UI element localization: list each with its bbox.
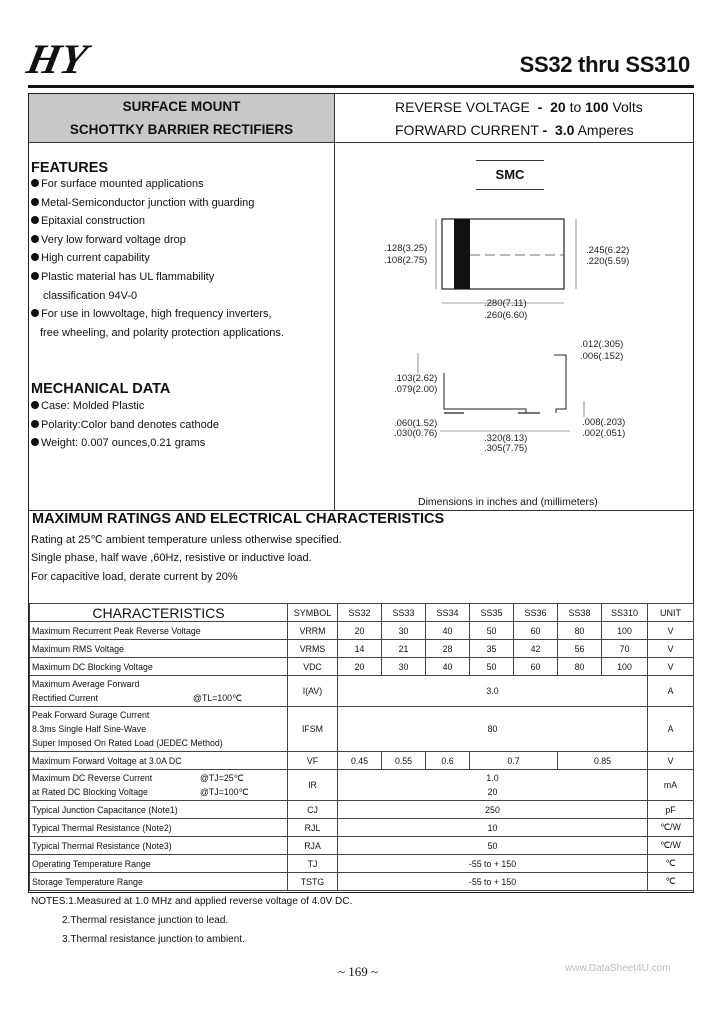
table-header-row	[30, 604, 694, 622]
row-label: Maximum DC Reverse Current @TJ=25℃ at Rated DC Blocking Voltage @TJ=100℃	[30, 770, 288, 801]
row-symbol: VRRM	[288, 622, 338, 640]
cell-value: 28	[426, 640, 470, 658]
ratings-title: MAXIMUM RATINGS AND ELECTRICAL CHARACTERISTICS	[32, 511, 445, 527]
dim-label: .006(.152)	[580, 351, 624, 362]
row-symbol: TJ	[288, 855, 338, 873]
cell-value: 56	[558, 640, 602, 658]
row-symbol: VRMS	[288, 640, 338, 658]
cell-value: 10	[338, 819, 648, 837]
cell-value: 50	[470, 658, 514, 676]
bullet-icon	[31, 272, 39, 280]
column-header: SS38	[558, 604, 602, 622]
row-label: Typical Thermal Resistance (Note2)	[30, 819, 288, 837]
table-row	[30, 676, 694, 707]
row-symbol: CJ	[288, 801, 338, 819]
feature-item-continued: free wheeling, and polarity protection applications.	[40, 326, 284, 339]
row-label: Maximum RMS Voltage	[30, 640, 288, 658]
cell-value: 80	[338, 707, 648, 752]
cell-value: 21	[382, 640, 426, 658]
features-list	[31, 175, 331, 342]
cell-value: 0.85	[558, 752, 648, 770]
row-label: Maximum DC Blocking Voltage	[30, 658, 288, 676]
feature-item: For use in lowvoltage, high frequency inverters,	[31, 305, 331, 324]
table-row	[30, 837, 694, 855]
feature-item-continued: classification 94V-0	[43, 289, 138, 302]
dimensions-note: Dimensions in inches and (millimeters)	[418, 496, 598, 508]
row-symbol: I(AV)	[288, 676, 338, 707]
features-title: FEATURES	[31, 160, 109, 176]
package-outline-drawing	[336, 195, 692, 495]
row-symbol: RJA	[288, 837, 338, 855]
column-header: CHARACTERISTICS	[30, 604, 288, 622]
table-row	[30, 707, 694, 752]
row-label: Operating Temperature Range	[30, 855, 288, 873]
dim-label: .030(0.76)	[394, 428, 438, 439]
dim-label: .008(.203)	[582, 417, 626, 428]
cell-value: 40	[426, 622, 470, 640]
column-header: SS33	[382, 604, 426, 622]
row-label: Typical Thermal Resistance (Note3)	[30, 837, 288, 855]
table-row	[30, 801, 694, 819]
dim-label: .103(2.62)	[394, 373, 438, 384]
row-unit: ℃/W	[648, 819, 694, 837]
bullet-icon	[31, 253, 39, 261]
cell-value: 0.7	[470, 752, 558, 770]
bullet-icon	[31, 216, 39, 224]
note-line: 2.Thermal resistance junction to lead.	[62, 915, 229, 926]
cell-value: 70	[602, 640, 648, 658]
document-title: SS32 thru SS310	[519, 52, 690, 77]
dim-label: .305(7.75)	[484, 443, 528, 454]
mechanical-item: Weight: 0.007 ounces,0.21 grams	[31, 434, 331, 453]
row-symbol: VF	[288, 752, 338, 770]
table-row	[30, 658, 694, 676]
package-side-view	[554, 355, 566, 413]
cell-value: -55 to + 150	[338, 873, 648, 891]
row-label: Storage Temperature Range	[30, 873, 288, 891]
column-header: UNIT	[648, 604, 694, 622]
package-label: SMC	[476, 160, 544, 190]
dim-label: .245(6.22)	[586, 245, 630, 256]
row-symbol: VDC	[288, 658, 338, 676]
cell-value: 0.55	[382, 752, 426, 770]
row-label: Maximum Recurrent Peak Reverse Voltage	[30, 622, 288, 640]
column-header: SYMBOL	[288, 604, 338, 622]
cell-value: 14	[338, 640, 382, 658]
cell-value: 30	[382, 622, 426, 640]
banner-divider	[29, 142, 693, 143]
row-unit: ℃/W	[648, 837, 694, 855]
cell-value: 50	[338, 837, 648, 855]
package-side-view	[444, 373, 526, 413]
dim-label: .002(.051)	[582, 428, 626, 439]
cell-value: 40	[426, 658, 470, 676]
table-row	[30, 770, 694, 801]
cell-value: 80	[558, 622, 602, 640]
row-unit: ℃	[648, 873, 694, 891]
table-row	[30, 855, 694, 873]
column-header: SS36	[514, 604, 558, 622]
rating-condition: For capacitive load, derate current by 20%	[31, 571, 238, 583]
row-unit: V	[648, 640, 694, 658]
feature-item: Metal-Semiconductor junction with guarding	[31, 194, 331, 213]
dim-label: .220(5.59)	[586, 256, 630, 267]
note-line: NOTES:1.Measured at 1.0 MHz and applied reverse voltage of 4.0V DC.	[31, 896, 353, 907]
dim-label: .108(2.75)	[384, 255, 428, 266]
cell-value: 30	[382, 658, 426, 676]
bullet-icon	[31, 438, 39, 446]
cathode-band	[454, 219, 470, 289]
cell-value: 60	[514, 658, 558, 676]
feature-item: For surface mounted applications	[31, 175, 331, 194]
page-number: ~ 169 ~	[338, 964, 379, 979]
mechanical-item: Polarity:Color band denotes cathode	[31, 416, 331, 435]
row-unit: V	[648, 658, 694, 676]
feature-item: Very low forward voltage drop	[31, 231, 331, 250]
cell-value: 0.6	[426, 752, 470, 770]
product-type-banner	[29, 94, 334, 142]
table-row	[30, 752, 694, 770]
mechanical-title: MECHANICAL DATA	[31, 381, 171, 397]
dim-label: .079(2.00)	[394, 384, 438, 395]
cell-value: 60	[514, 622, 558, 640]
dim-label: .280(7.11)	[484, 298, 527, 309]
cell-value: 100	[602, 622, 648, 640]
ratings-banner	[395, 96, 643, 142]
table-row	[30, 622, 694, 640]
forward-current-line: FORWARD CURRENT - 3.0 Amperes	[395, 122, 634, 138]
bullet-icon	[31, 179, 39, 187]
dim-label: .012(.305)	[580, 339, 624, 350]
mechanical-item: Case: Molded Plastic	[31, 397, 331, 416]
cell-value: 35	[470, 640, 514, 658]
row-unit: pF	[648, 801, 694, 819]
characteristics-table	[29, 603, 694, 891]
watermark: www.DataSheet4U.com	[565, 963, 671, 974]
row-symbol: TSTG	[288, 873, 338, 891]
dim-label: .260(6.60)	[484, 310, 528, 321]
feature-item: Plastic material has UL flammability	[31, 268, 331, 287]
row-symbol: RJL	[288, 819, 338, 837]
bullet-icon	[31, 420, 39, 428]
brand-logo	[22, 36, 160, 83]
cell-value: 80	[558, 658, 602, 676]
reverse-voltage-line: REVERSE VOLTAGE - 20 to 100 Volts	[395, 99, 643, 115]
row-label: Peak Forward Surage Current 8.3ms Single Half Sine-Wave Super Imposed On Rated Load (JEDEC Method)	[30, 707, 288, 752]
bullet-icon	[31, 309, 39, 317]
row-label: Maximum Average Forward Rectified Current @TL=100℃	[30, 676, 288, 707]
logo-text: HY	[22, 36, 92, 83]
cell-value: -55 to + 150	[338, 855, 648, 873]
column-divider	[334, 94, 335, 510]
column-header: SS35	[470, 604, 514, 622]
mechanical-list	[31, 397, 331, 453]
row-unit: V	[648, 752, 694, 770]
row-unit: mA	[648, 770, 694, 801]
banner-line-2: SCHOTTKY BARRIER RECTIFIERS	[69, 122, 294, 137]
row-unit: A	[648, 676, 694, 707]
row-unit: V	[648, 622, 694, 640]
row-label: Typical Junction Capacitance (Note1)	[30, 801, 288, 819]
column-header: SS310	[602, 604, 648, 622]
row-unit: A	[648, 707, 694, 752]
table-row	[30, 640, 694, 658]
dim-label: .128(3.25)	[384, 243, 428, 254]
row-unit: ℃	[648, 855, 694, 873]
note-line: 3.Thermal resistance junction to ambient.	[62, 934, 245, 945]
bullet-icon	[31, 198, 39, 206]
bullet-icon	[31, 401, 39, 409]
cell-value: 42	[514, 640, 558, 658]
column-header: SS34	[426, 604, 470, 622]
table-row	[30, 819, 694, 837]
dim-label: .320(8.13)	[484, 433, 528, 444]
row-label: Maximum Forward Voltage at 3.0A DC	[30, 752, 288, 770]
dim-label: .060(1.52)	[394, 418, 438, 429]
cell-value: 1.0 20	[338, 770, 648, 801]
cell-value: 3.0	[338, 676, 648, 707]
rating-condition: Single phase, half wave ,60Hz, resistive or inductive load.	[31, 552, 312, 564]
row-symbol: IFSM	[288, 707, 338, 752]
header-rule	[28, 85, 694, 88]
cell-value: 100	[602, 658, 648, 676]
cell-value: 20	[338, 658, 382, 676]
cell-value: 20	[338, 622, 382, 640]
feature-item: High current capability	[31, 249, 331, 268]
column-header: SS32	[338, 604, 382, 622]
feature-item: Epitaxial construction	[31, 212, 331, 231]
cell-value: 250	[338, 801, 648, 819]
table-row	[30, 873, 694, 891]
bullet-icon	[31, 235, 39, 243]
cell-value: 50	[470, 622, 514, 640]
rating-condition: Rating at 25℃ ambient temperature unless otherwise specified.	[31, 534, 342, 546]
row-symbol: IR	[288, 770, 338, 801]
banner-line-1: SURFACE MOUNT	[122, 99, 241, 114]
cell-value: 0.45	[338, 752, 382, 770]
